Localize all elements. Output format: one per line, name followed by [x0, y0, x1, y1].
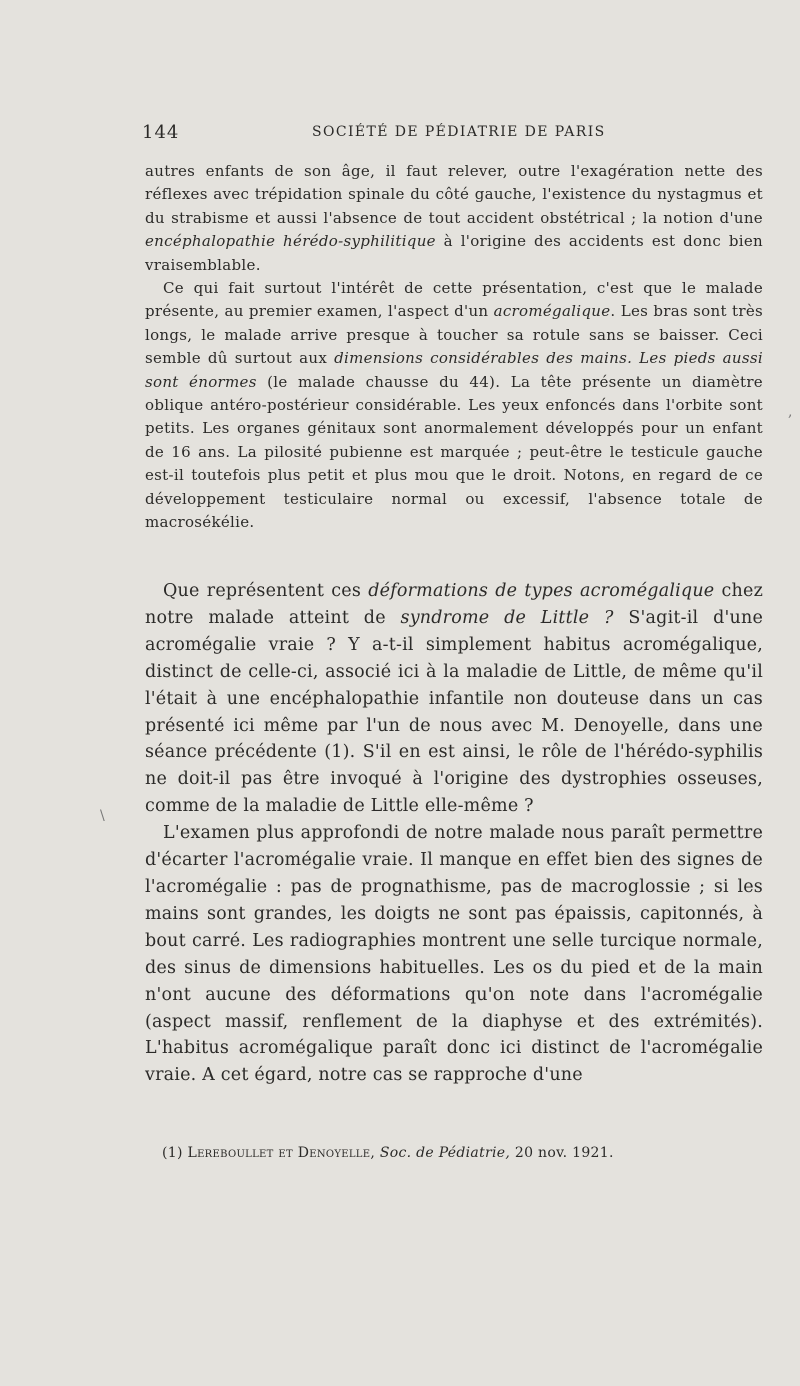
- page-number: 144: [142, 122, 180, 143]
- footnote-number: (1): [162, 1145, 188, 1161]
- margin-mark: \: [100, 808, 105, 824]
- large-text-block: [145, 578, 763, 1089]
- small-text-block: [145, 160, 763, 535]
- margin-mark: ,: [788, 404, 793, 420]
- paragraph-examination: L'examen plus approfondi de notre malade nous paraît permettre d'écarter l'acromégalie vraie. Il manque en effet bien des signes de l'acromégalie : pas de prognathisme, pas de macroglossie ; si les mains sont grandes, les doigts ne sont pas épaissis, capitonnés, à bout carré. Les radiographies montrent une selle turcique normale, des sinus de dimensions habituelles. Les os du pied et de la main n'ont aucune des déformations qu'on note dans l'acromégalie (aspect massif, renflement de la diaphyse et des extrémités). L'habitus acromégalique paraît donc ici distinct de l'acromégalie vraie. A cet égard, notre cas se rapproche d'une: [145, 823, 763, 1086]
- footnote: [162, 1145, 722, 1161]
- emphasis: syndrome de Little ?: [400, 607, 614, 628]
- page-header: [142, 122, 612, 144]
- paragraph-question: Que représentent ces déformations de types acromégalique chez notre malade atteint de syndrome de Little ? S'agit-il d'une acromégalie vraie ? Y a-t-il simplement habitus acromégalique, distinct de celle-ci, associé ici à la maladie de Little, de même qu'il l'était à une encéphalopathie infantile non douteuse dans un cas présenté ici même par l'un de nous avec M. Denoyelle, dans une séance précédente (1). S'il en est ainsi, le rôle de l'hérédo-syphilis ne doit-il pas être invoqué à l'origine des dystrophies osseuses, comme de la maladie de Little elle-même ?: [145, 581, 763, 817]
- emphasis: acromégalique: [493, 302, 611, 321]
- paragraph-presentation: Ce qui fait surtout l'intérêt de cette présentation, c'est que le malade présente, au premier examen, l'aspect d'un acromégalique. Les bras sont très longs, le malade arrive presque à toucher sa rotule sans se baisser. Ceci semble dû surtout aux dimensions considérables des mains. Les pieds aussi sont énormes (le malade chausse du 44). La tête présente un diamètre oblique antéro-postérieur considérable. Les yeux enfoncés dans l'orbite sont petits. Les organes génitaux sont anormalement développés pour un enfant de 16 ans. La pilosité pubienne est marquée ; peut-être le testicule gauche est-il toutefois plus petit et plus mou que le droit. Notons, en regard de ce développement testiculaire normal ou excessif, l'absence totale de macrosékélie.: [145, 279, 763, 532]
- emphasis: dimensions considérables des mains. Les pieds aussi sont énormes: [145, 349, 763, 391]
- footnote-authors: Lereboullet et Denoyelle,: [187, 1145, 376, 1161]
- running-title: SOCIÉTÉ DE PÉDIATRIE DE PARIS: [312, 124, 606, 140]
- footnote-journal: Soc. de Pédiatrie,: [375, 1145, 511, 1161]
- footnote-date: 20 nov. 1921.: [510, 1145, 614, 1161]
- emphasis: déformations de types acromégalique: [368, 581, 715, 601]
- paragraph-continued: autres enfants de son âge, il faut relever, outre l'exagération nette des réflexes avec trépidation spinale du côté gauche, l'existence du nystagmus et du strabisme et aussi l'absence de tout accident obstétrical ; la notion d'une encéphalopathie hérédo-syphilitique à l'origine des accidents est donc bien vraisemblable.: [145, 162, 763, 274]
- emphasis: encéphalopathie hérédo-syphilitique: [145, 232, 436, 251]
